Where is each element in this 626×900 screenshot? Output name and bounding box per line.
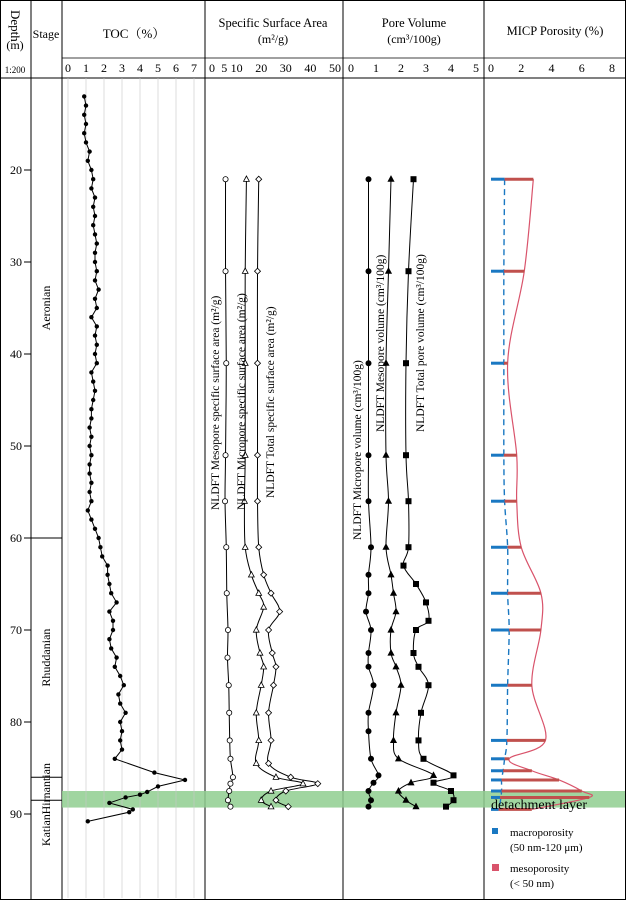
- toc-point: [82, 131, 86, 135]
- toc-point: [89, 453, 93, 457]
- pv-series-point-0: [366, 650, 371, 655]
- toc-point: [152, 770, 156, 774]
- toc-point: [156, 784, 160, 788]
- ssa-series-point-0: [228, 804, 233, 809]
- toc-point: [87, 462, 91, 466]
- pv-meso-label: NLDFT Mesopore volume (cm³/100g): [375, 254, 387, 432]
- ssa-series-point-0: [224, 361, 229, 366]
- toc-point: [111, 628, 115, 632]
- pv-series-point-1: [391, 590, 397, 595]
- toc-point: [91, 205, 95, 209]
- ssa-series-point-0: [222, 499, 227, 504]
- toc-point: [87, 149, 91, 153]
- toc-point: [123, 795, 127, 799]
- pv-series-point-0: [368, 545, 373, 550]
- toc-point: [91, 379, 95, 383]
- pv-series-point-2: [416, 738, 421, 743]
- x-tick-label: 50: [329, 61, 341, 75]
- toc-point: [87, 471, 91, 475]
- ssa-series-point-1: [257, 650, 263, 655]
- legend-macro-label: macroporosity: [510, 827, 574, 839]
- stage-label-katian: Katian: [39, 814, 53, 847]
- x-tick-label: 0: [488, 61, 494, 75]
- pv-series-point-1: [398, 682, 404, 687]
- pv-series-point-1: [388, 627, 394, 632]
- toc-point: [84, 122, 88, 126]
- ssa-series-point-2: [271, 682, 277, 688]
- pv-series-point-2: [411, 650, 416, 655]
- figure-frame: [1, 1, 626, 900]
- toc-point: [91, 398, 95, 402]
- micp-panel-title: MICP Porosity (%): [506, 24, 604, 38]
- x-tick-label: 6: [173, 61, 179, 75]
- x-tick-label: 4: [548, 61, 555, 75]
- x-tick-label: 10: [230, 61, 243, 75]
- pv-series-point-0: [363, 609, 368, 614]
- ssa-series-point-0: [223, 269, 228, 274]
- x-tick-label: 3: [423, 61, 429, 75]
- ssa-series-point-1: [242, 544, 248, 549]
- pv-series-point-0: [366, 361, 371, 366]
- pv-series-point-0: [366, 453, 371, 458]
- pv-series-point-2: [403, 361, 408, 366]
- ssa-series-point-0: [225, 655, 230, 660]
- toc-point: [93, 260, 97, 264]
- toc-point: [93, 333, 97, 337]
- pv-series-point-2: [443, 804, 448, 809]
- pv-series-point-2: [418, 710, 423, 715]
- toc-point: [95, 361, 99, 365]
- ssa-series-point-1: [253, 760, 259, 765]
- toc-point: [89, 499, 93, 503]
- x-tick-label: 4: [448, 61, 454, 75]
- toc-point: [89, 407, 93, 411]
- pv-series-point-2: [403, 453, 408, 458]
- ssa-panel-unit: (m²/g): [257, 32, 289, 46]
- toc-point: [95, 324, 99, 328]
- toc-point: [93, 527, 97, 531]
- toc-point: [120, 747, 124, 751]
- toc-point: [107, 609, 111, 613]
- depth-tick-label: 70: [10, 623, 22, 637]
- pv-series-point-1: [393, 608, 399, 613]
- toc-point: [131, 807, 135, 811]
- ssa-series-point-1: [253, 710, 259, 715]
- ssa-series-point-1: [261, 664, 267, 669]
- pv-series-point-2: [413, 581, 418, 586]
- ssa-series-point-0: [228, 756, 233, 761]
- x-tick-label: 2: [518, 61, 525, 75]
- pv-series-point-2: [401, 563, 406, 568]
- legend-meso-swatch: [492, 864, 499, 871]
- ssa-series-point-1: [261, 604, 267, 609]
- stage-column: [31, 286, 62, 846]
- pv-series-point-2: [451, 798, 456, 803]
- toc-point: [95, 306, 99, 310]
- toc-point: [109, 646, 113, 650]
- ssa-series-point-1: [242, 268, 248, 273]
- toc-point: [113, 665, 117, 669]
- ssa-series-point-2: [255, 498, 261, 504]
- pv-series-point-0: [368, 798, 373, 803]
- ssa-series-point-0: [224, 591, 229, 596]
- pv-series-point-0: [366, 804, 371, 809]
- ssa-series-point-1: [256, 590, 262, 595]
- ssa-series-point-2: [268, 737, 274, 743]
- x-tick-label: 0: [209, 61, 215, 75]
- toc-point: [89, 435, 93, 439]
- toc-point: [107, 582, 111, 586]
- column-dividers: [1, 1, 625, 899]
- toc-point: [118, 738, 122, 742]
- ssa-series-point-2: [256, 544, 262, 550]
- ssa-series-point-0: [223, 177, 228, 182]
- pv-series-point-1: [388, 176, 394, 181]
- x-tick-label: 30: [279, 61, 292, 75]
- pv-total-label: NLDFT Total pore volume (cm³/100g): [415, 254, 427, 432]
- ssa-series-point-0: [224, 545, 229, 550]
- pv-series-point-1: [388, 650, 394, 655]
- toc-point: [107, 637, 111, 641]
- ssa-series-point-0: [227, 788, 232, 793]
- toc-point: [87, 444, 91, 448]
- toc-point: [89, 186, 93, 190]
- x-tick-label: 6: [578, 61, 585, 75]
- pv-series-point-0: [366, 572, 371, 577]
- ssa-series-point-0: [227, 738, 232, 743]
- x-tick-label: 0: [65, 61, 71, 75]
- toc-point: [82, 113, 86, 117]
- ssa-series-point-2: [255, 360, 261, 366]
- ssa-series-point-0: [225, 798, 230, 803]
- pv-series-point-0: [368, 756, 373, 761]
- pv-series-point-1: [388, 572, 394, 577]
- depth-tick-label: 50: [10, 439, 22, 453]
- toc-point: [93, 389, 97, 393]
- toc-point: [93, 214, 97, 218]
- toc-point: [122, 683, 126, 687]
- pv-series-point-1: [393, 710, 399, 715]
- toc-point: [87, 490, 91, 494]
- toc-point: [86, 819, 90, 823]
- toc-point: [96, 536, 100, 540]
- ssa-series-point-2: [269, 650, 275, 656]
- pv-series-point-0: [366, 499, 371, 504]
- toc-point: [114, 600, 118, 604]
- toc-point: [107, 801, 111, 805]
- toc-point: [86, 159, 90, 163]
- toc-point: [93, 352, 97, 356]
- series-layer: [82, 94, 592, 823]
- axis-tick-layer: [10, 61, 615, 821]
- pv-series-point-0: [366, 591, 371, 596]
- pv-series-point-1: [431, 772, 437, 777]
- x-tick-label: 4: [137, 61, 143, 75]
- pv-series-point-2: [426, 683, 431, 688]
- toc-point: [93, 251, 97, 255]
- toc-point: [96, 287, 100, 291]
- toc-point: [114, 655, 118, 659]
- toc-point: [89, 370, 93, 374]
- ssa-series-point-1: [258, 682, 264, 687]
- pv-series-point-1: [393, 664, 399, 669]
- toc-point: [87, 425, 91, 429]
- legend-meso-range: (< 50 nm): [510, 878, 555, 890]
- toc-point: [93, 278, 97, 282]
- ssa-series-point-1: [248, 572, 254, 577]
- x-tick-label: 1: [373, 61, 379, 75]
- ssa-meso-label: NLDFT Mesopore specific surface area (m²/g): [210, 295, 222, 510]
- detachment-layer-label: detachment layer: [491, 798, 588, 813]
- x-tick-label: 5: [155, 61, 161, 75]
- ssa-series-point-2: [277, 609, 283, 615]
- depth-tick-label: 90: [10, 807, 22, 821]
- ssa-series-point-2: [266, 710, 272, 716]
- pv-series-point-2: [406, 499, 411, 504]
- toc-point: [116, 692, 120, 696]
- depth-tick-label: 30: [10, 255, 22, 269]
- ssa-total-label: NLDFT Total specific surface area (m²/g): [265, 306, 277, 498]
- toc-point: [89, 481, 93, 485]
- toc-point: [86, 508, 90, 512]
- toc-point: [127, 810, 131, 814]
- legend-macro-swatch: [492, 828, 498, 834]
- toc-point: [89, 416, 93, 420]
- pv-series-point-0: [368, 627, 373, 632]
- grid-layer: [68, 78, 194, 898]
- x-tick-label: 8: [609, 61, 615, 75]
- toc-point: [138, 792, 142, 796]
- toc-point: [98, 545, 102, 549]
- toc-panel-title: TOC（%）: [102, 26, 166, 41]
- pv-series-point-2: [451, 773, 456, 778]
- toc-point: [84, 140, 88, 144]
- depth-scale-label: 1:200: [4, 65, 26, 75]
- toc-point: [93, 297, 97, 301]
- x-tick-label: 5: [221, 61, 228, 75]
- pv-series-point-2: [431, 780, 436, 785]
- ssa-series-point-0: [228, 781, 233, 786]
- ssa-series-point-1: [300, 780, 306, 785]
- ssa-series-point-2: [273, 664, 279, 670]
- stage-label-rhuddanian: Rhuddanian: [39, 628, 53, 687]
- pv-panel-title: Pore Volume: [381, 16, 447, 30]
- pv-series-point-2: [448, 788, 453, 793]
- toc-point: [93, 232, 97, 236]
- x-tick-label: 7: [191, 61, 197, 75]
- ssa-series-point-2: [315, 781, 321, 787]
- pv-series-point-2: [406, 269, 411, 274]
- depth-header-label: Depth: [8, 10, 23, 42]
- toc-point: [91, 223, 95, 227]
- x-tick-label: 3: [119, 61, 125, 75]
- toc-point: [120, 729, 124, 733]
- ssa-series-point-2: [256, 176, 262, 182]
- pv-series-point-0: [376, 773, 381, 778]
- ssa-series-point-2: [266, 627, 272, 633]
- toc-point: [95, 269, 99, 273]
- ssa-series-point-0: [226, 683, 231, 688]
- x-tick-label: 2: [398, 61, 404, 75]
- toc-point: [118, 720, 122, 724]
- stage-label-hirnantian: Hirnantian: [39, 763, 53, 815]
- pv-series-point-0: [366, 710, 371, 715]
- toc-point: [89, 315, 93, 319]
- depth-tick-label: 60: [10, 531, 22, 545]
- depth-unit-label: (m): [6, 38, 24, 52]
- toc-point: [82, 94, 86, 98]
- toc-point: [89, 168, 93, 172]
- pv-series-point-2: [411, 177, 416, 182]
- pv-series-point-2: [416, 664, 421, 669]
- toc-line: [84, 96, 185, 821]
- pv-series-point-1: [386, 498, 392, 503]
- ssa-panel-title: Specific Surface Area: [218, 16, 328, 30]
- ssa-series-point-1: [244, 176, 250, 181]
- x-tick-label: 40: [304, 61, 317, 75]
- pv-series-point-1: [383, 452, 389, 457]
- pv-series-point-0: [371, 683, 376, 688]
- legend-macro-range: (50 nm-120 μm): [510, 842, 583, 854]
- ssa-series-point-2: [261, 572, 267, 578]
- depth-tick-label: 80: [10, 715, 22, 729]
- toc-point: [123, 711, 127, 715]
- pv-series-point-0: [366, 269, 371, 274]
- pv-series-point-2: [421, 756, 426, 761]
- micp-meso-line: [508, 179, 593, 809]
- toc-point: [89, 517, 93, 521]
- x-tick-label: 2: [101, 61, 107, 75]
- toc-point: [84, 103, 88, 107]
- pv-series-point-1: [391, 737, 397, 742]
- pv-series-point-1: [383, 544, 389, 549]
- x-tick-label: 20: [255, 61, 268, 75]
- toc-point: [109, 591, 113, 595]
- toc-point: [111, 619, 115, 623]
- ssa-series-point-2: [268, 590, 274, 596]
- toc-point: [93, 195, 97, 199]
- toc-point: [100, 554, 104, 558]
- stage-label-aeronian: Aeronian: [39, 285, 53, 331]
- pv-series-point-0: [366, 729, 371, 734]
- ssa-series-point-1: [256, 737, 262, 742]
- pv-series-point-0: [366, 177, 371, 182]
- pv-series-point-0: [366, 664, 371, 669]
- pv-series-point-0: [366, 788, 371, 793]
- pv-series-point-2: [423, 600, 428, 605]
- toc-point: [105, 563, 109, 567]
- ssa-series-point-0: [225, 627, 230, 632]
- ssa-series-point-0: [227, 710, 232, 715]
- toc-point: [95, 343, 99, 347]
- legend-meso-label: mesoporosity: [510, 863, 570, 875]
- pv-series-point-0: [371, 780, 376, 785]
- ssa-series-point-2: [255, 452, 261, 458]
- x-tick-label: 5: [473, 61, 479, 75]
- pv-series-point-2: [426, 618, 431, 623]
- toc-point: [91, 177, 95, 181]
- depth-tick-label: 40: [10, 347, 22, 361]
- toc-point: [95, 241, 99, 245]
- x-tick-label: 0: [348, 61, 354, 75]
- x-tick-label: 1: [83, 61, 89, 75]
- stage-header-label: Stage: [32, 27, 60, 41]
- ssa-micro-label: NLDFT Micropore specific surface area (m²/g): [236, 293, 248, 510]
- toc-point: [118, 701, 122, 705]
- ssa-series-point-2: [255, 268, 261, 274]
- depth-tick-label: 20: [10, 163, 22, 177]
- ssa-series-point-2: [288, 774, 294, 780]
- pv-micro-label: NLDFT Micropore volume (cm³/100g): [352, 360, 364, 540]
- toc-point: [118, 674, 122, 678]
- toc-point: [113, 757, 117, 761]
- ssa-series-point-1: [253, 627, 259, 632]
- pv-panel-unit: (cm³/100g): [387, 32, 441, 46]
- micp-macro-line: [499, 179, 510, 809]
- pv-series-point-2: [413, 627, 418, 632]
- toc-point: [183, 778, 187, 782]
- toc-point: [105, 573, 109, 577]
- ssa-series-point-0: [230, 775, 235, 780]
- toc-point: [145, 790, 149, 794]
- ssa-series-point-0: [223, 453, 228, 458]
- pv-series-point-2: [406, 545, 411, 550]
